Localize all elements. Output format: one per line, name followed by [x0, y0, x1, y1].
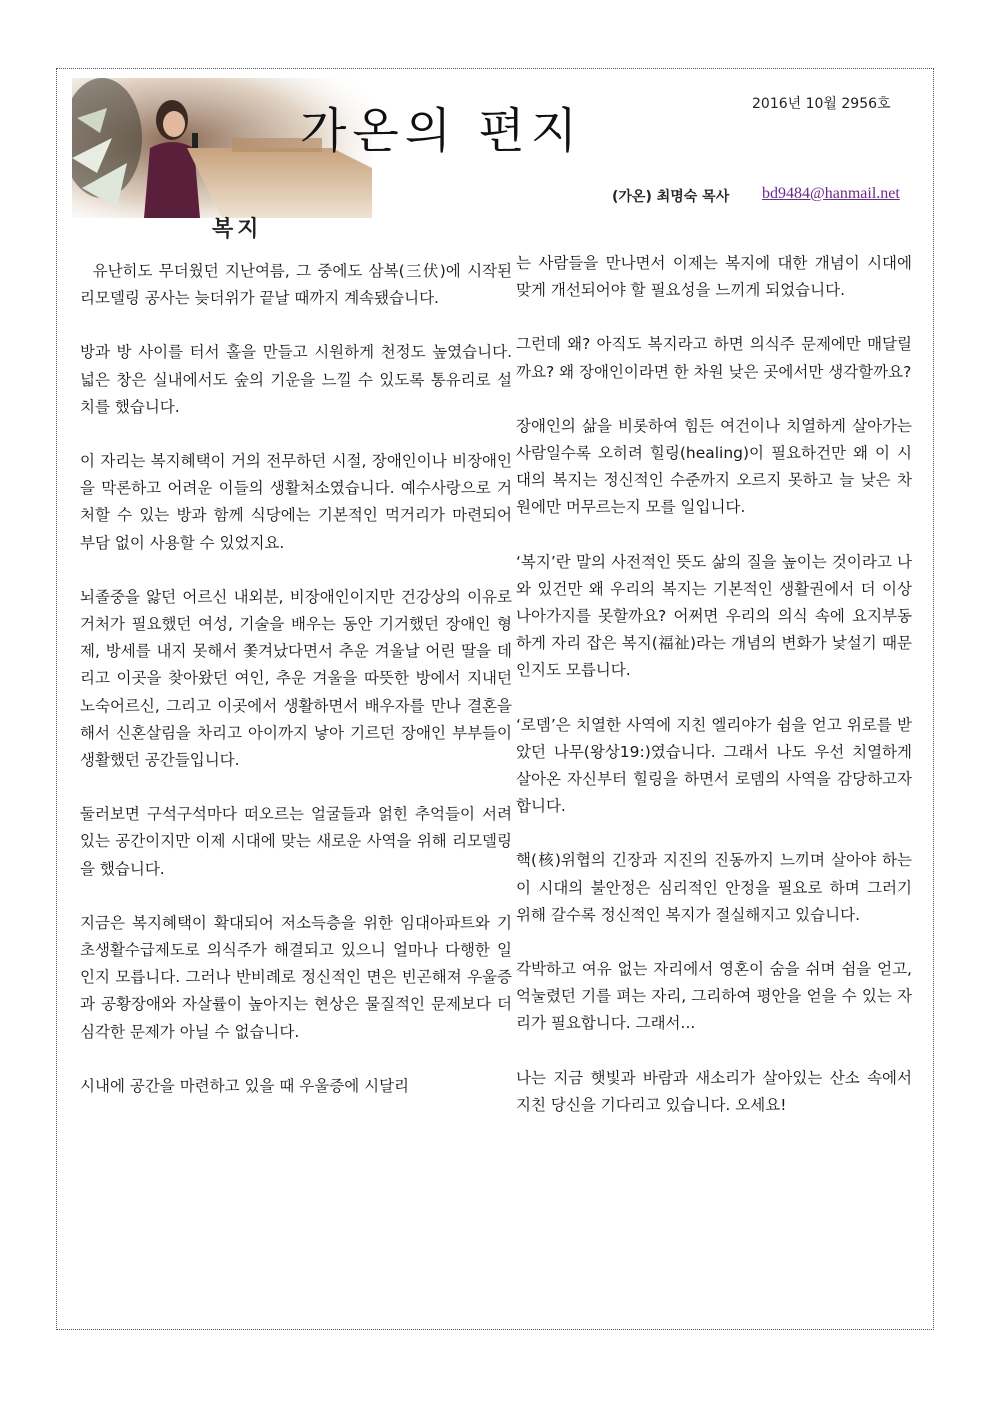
paragraph: 시내에 공간을 마련하고 있을 때 우울증에 시달리: [80, 1076, 410, 1095]
article-title: 복지: [212, 216, 263, 242]
paragraph: 지금은 복지혜택이 확대되어 저소득층을 위한 임대아파트와 기초생활수급제도로 의식주가 해결되고 있으니 얼마나 다행한 일인지 모릅니다. 그러나 반비례로 정신적인 면은 빈곤해져 우울증과 공황장애와 자살률이 높아지는 현상은 물질적인 문제보다 더 심각한 문제가 아닐 수 없습니다.: [80, 913, 512, 1041]
paragraph: 는 사람들을 만나면서 이제는 복지에 대한 개념이 시대에 맞게 개선되어야 할 필요성을 느끼게 되었습니다.: [516, 254, 912, 300]
paragraph: 뇌졸중을 앓던 어르신 내외분, 비장애인이지만 건강상의 이유로 거처가 필요했던 여성, 기술을 배우는 동안 기거했던 장애인 형제, 방세를 내지 못해서 쫓겨났다면서 추운 겨울날 어린 딸을 데리고 이곳을 찾아왔던 여인, 추운 겨울을 따뜻한 방에서 지내던 노숙어르신, 그리고 이곳에서 생활하면서 배우자를 만나 결혼을 해서 신혼살림을 차리고 아이까지 낳아 기르던 장애인 부부들이 생활했던 공간들입니다.: [80, 587, 512, 770]
author-name: (가온) 최명숙 목사: [612, 189, 730, 205]
paragraph: 핵(核)위협의 긴장과 지진의 진동까지 느끼며 살아야 하는 이 시대의 불안정은 심리적인 안정을 필요로 하며 그러기 위해 갈수록 정신적인 복지가 절실해지고 있습니다.: [516, 851, 912, 924]
paragraph: ‘로뎀’은 치열한 사역에 지친 엘리야가 쉼을 얻고 위로를 받았던 나무(왕상19:)였습니다. 그래서 나도 우선 치열하게 살아온 자신부터 힐링을 하면서 로뎀의 사역을 감당하고자합니다.: [516, 715, 912, 816]
newsletter-title: 가온의 편지: [300, 103, 584, 159]
paragraph: 각박하고 여유 없는 자리에서 영혼이 숨을 쉬며 쉼을 얻고, 억눌렸던 기를 펴는 자리, 그리하여 평안을 얻을 수 있는 자리가 필요합니다. 그래서...: [516, 960, 912, 1033]
paragraph: 그런데 왜? 아직도 복지라고 하면 의식주 문제에만 매달릴까요? 왜 장애인이라면 한 차원 낮은 곳에서만 생각할까요?: [516, 335, 912, 381]
paragraph: 방과 방 사이를 터서 홀을 만들고 시원하게 천정도 높였습니다. 넓은 창은 실내에서도 숲의 기운을 느낄 수 있도록 통유리로 설치를 했습니다.: [80, 343, 512, 416]
left-column: [80, 258, 517, 1100]
issue-number: 2016년 10월 2956호: [752, 96, 891, 112]
paragraph: ‘복지’란 말의 사전적인 뜻도 삶의 질을 높이는 것이라고 나와 있건만 왜 우리의 복지는 기본적인 생활권에서 더 이상 나아가지를 못할까요? 어쩌면 우리의 의식 속에 요지부동하게 자리 잡은 복지(福祉)라는 개념의 변화가 낯설기 때문인지도 모릅니다.: [516, 552, 912, 680]
paragraph: 둘러보면 구석구석마다 떠오르는 얼굴들과 얽힌 추억들이 서려있는 공간이지만 이제 시대에 맞는 새로운 사역을 위해 리모델링을 했습니다.: [80, 805, 512, 878]
paragraph: 나는 지금 햇빛과 바람과 새소리가 살아있는 산소 속에서 지친 당신을 기다리고 있습니다. 오세요!: [516, 1068, 912, 1114]
right-column: [516, 250, 912, 1119]
paragraph: 이 자리는 복지혜택이 거의 전무하던 시절, 장애인이나 비장애인을 막론하고 어려운 이들의 생활처소였습니다. 예수사랑으로 거처할 수 있는 방과 함께 식당에는 기본적인 먹거리가 마련되어 부담 없이 사용할 수 있었지요.: [80, 452, 512, 552]
paragraph: 유난히도 무더웠던 지난여름, 그 중에도 삼복(三伏)에 시작된 리모델링 공사는 늦더위가 끝날 때까지 계속됐습니다.: [80, 262, 517, 308]
paragraph: 장애인의 삶을 비롯하여 힘든 여건이나 치열하게 살아가는 사람일수록 오히려 힐링(healing)이 필요하건만 왜 이 시대의 복지는 정신적인 수준까지 오르지 못하고 늘 낮은 차원에만 머무르는지 모를 일입니다.: [516, 416, 912, 517]
author-email-link[interactable]: bd9484@hanmail.net: [762, 185, 900, 202]
